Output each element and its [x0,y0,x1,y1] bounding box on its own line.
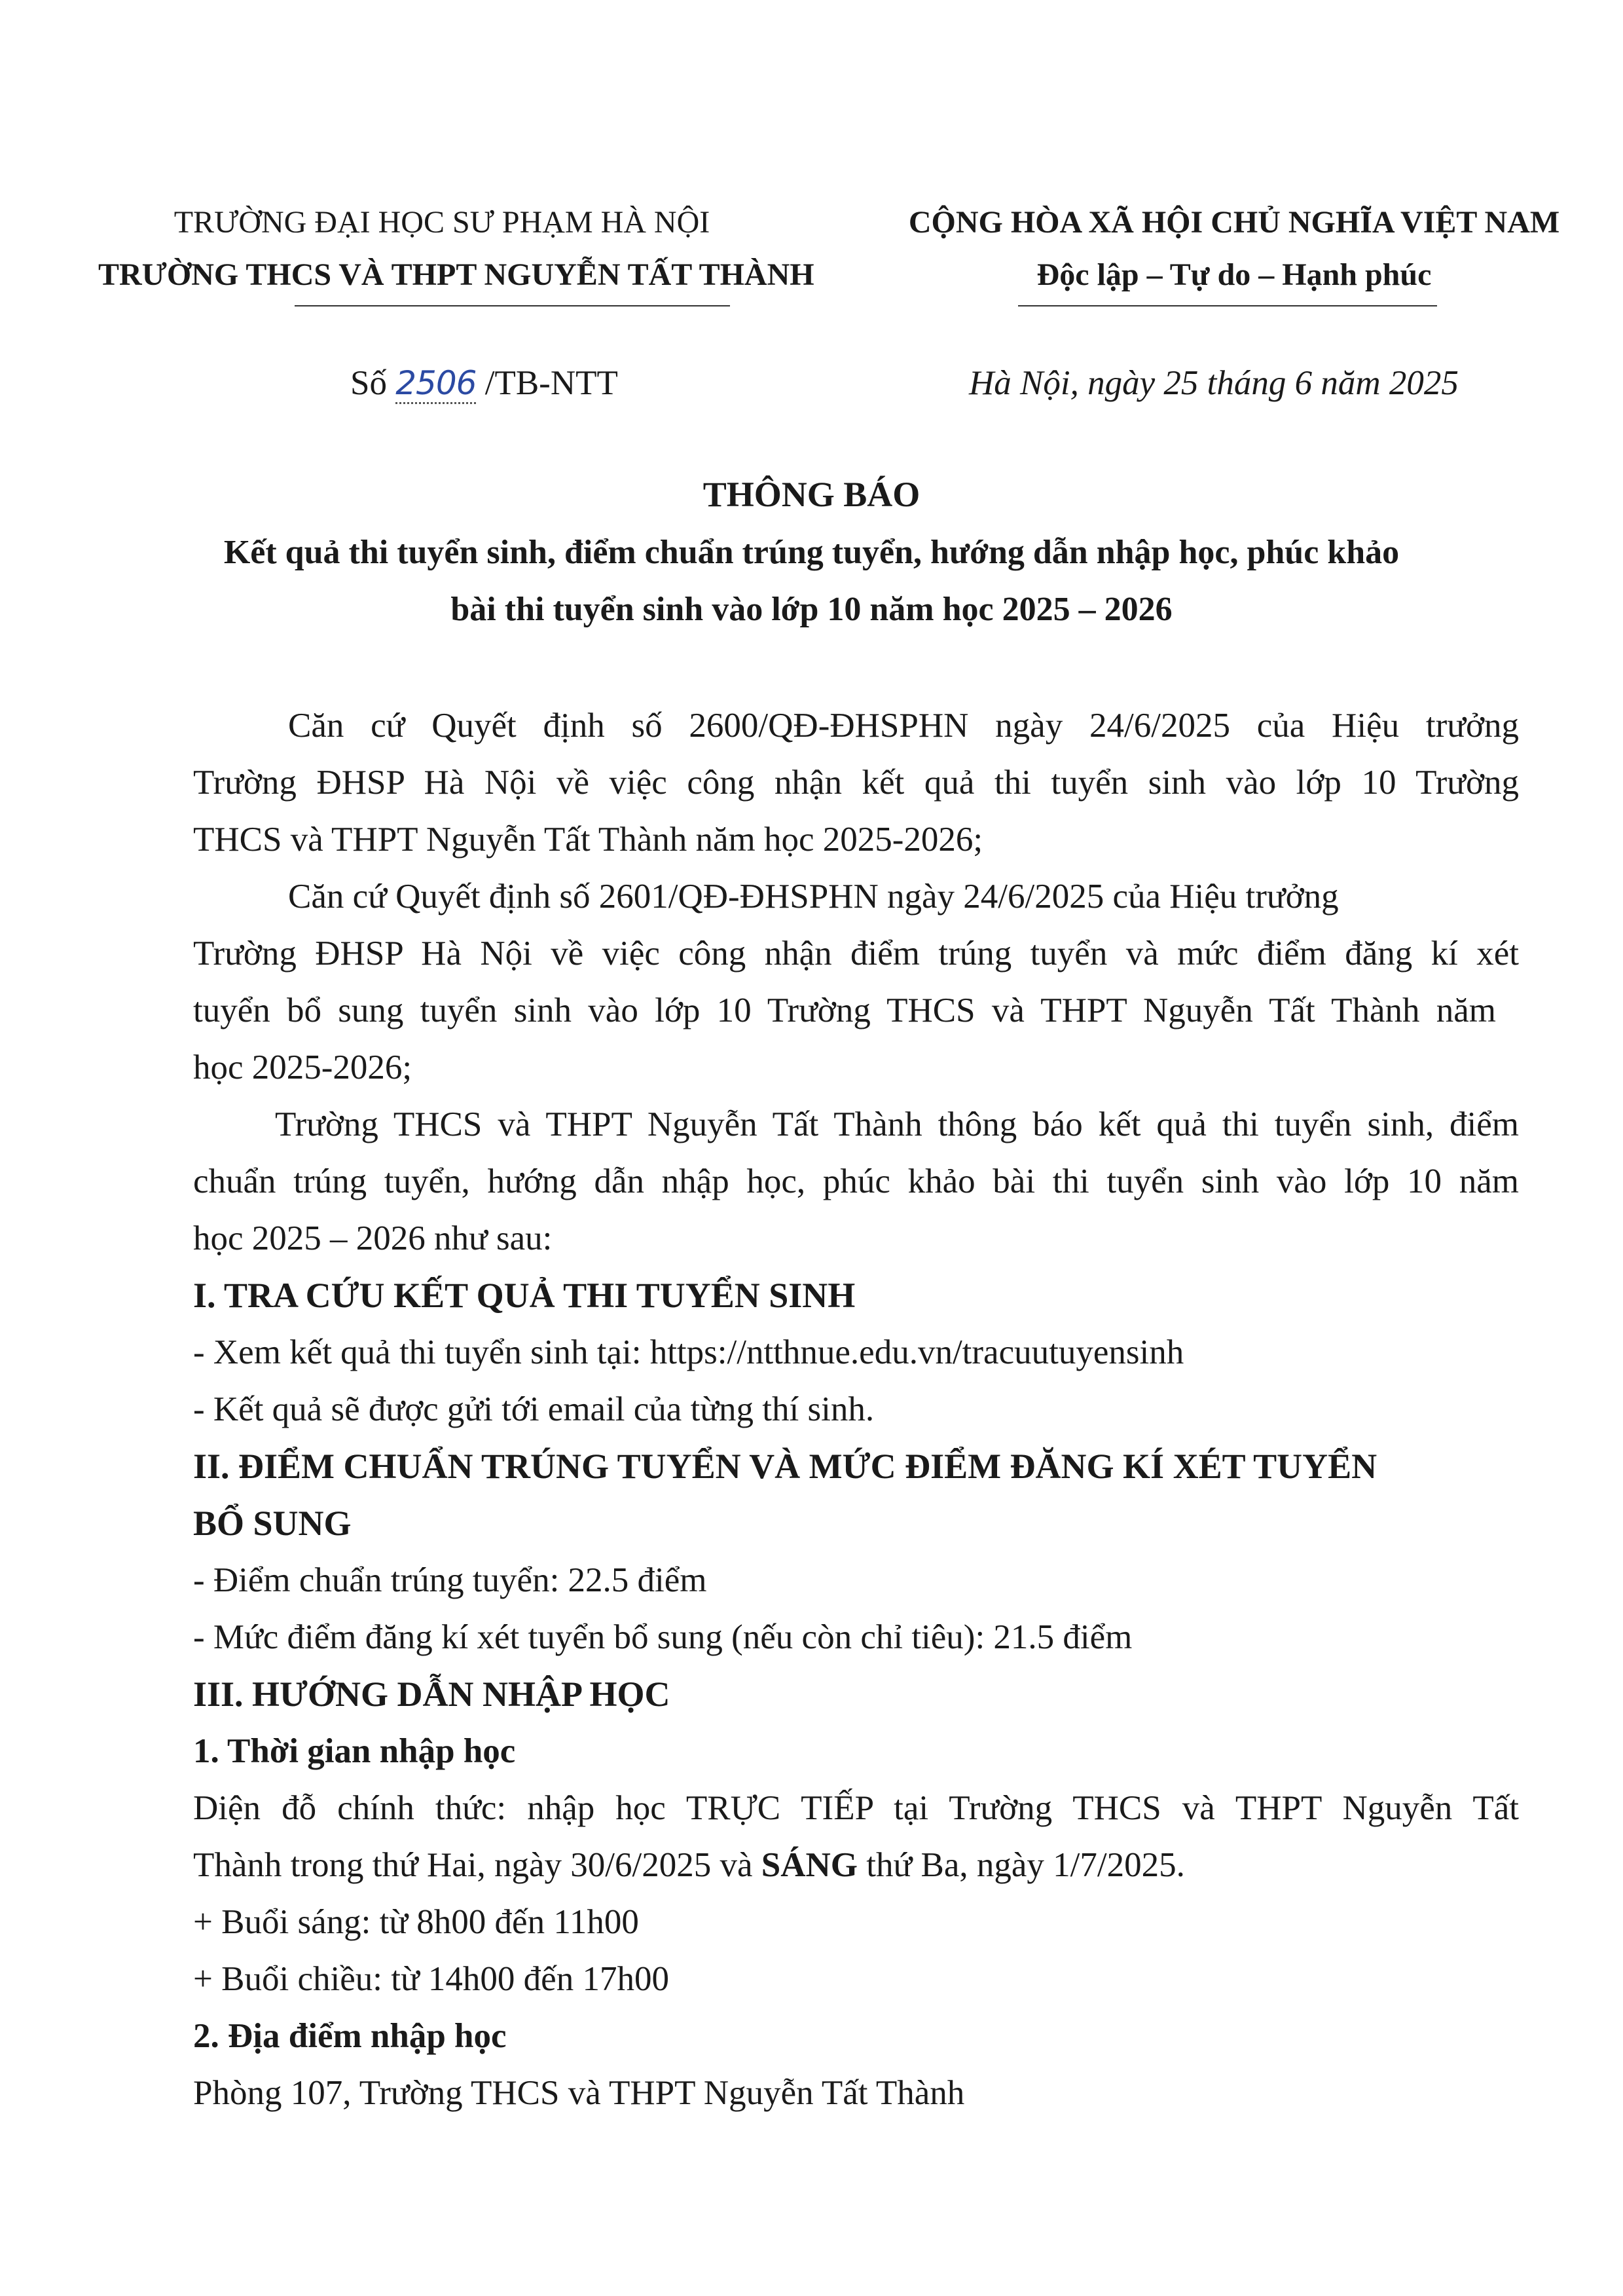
lookup-text: - Xem kết quả thi tuyển sinh tại: [193,1333,650,1371]
basis-2-line-3: tuyển bổ sung tuyển sinh vào lớp 10 Trường THCS và THPT Nguyễn Tất Thành năm [193,991,1496,1029]
enrollment-location-heading: 2. Địa điểm nhập học [193,2017,507,2055]
lookup-link[interactable]: https://ntthnue.edu.vn/tracuutuyensinh [649,1333,1184,1371]
afternoon-session: + Buổi chiều: từ 14h00 đến 17h00 [193,1960,669,1998]
header-left-rule [295,305,730,306]
subtitle-line-2: bài thi tuyển sinh vào lớp 10 năm học 2025 – 2026 [450,591,1173,628]
country-name: CỘNG HÒA XÃ HỘI CHỦ NGHĨA VIỆT NAM [908,205,1560,240]
subtitle-line-1: Kết quả thi tuyển sinh, điểm chuẩn trúng tuyển, hướng dẫn nhập học, phúc khảo [223,534,1400,571]
institution-block [98,196,814,301]
section-3-heading: III. HƯỚNG DẪN NHẬP HỌC [193,1675,670,1714]
header-right-rule [1018,305,1437,306]
section-2-heading-line-1: II. ĐIỂM CHUẨN TRÚNG TUYỂN VÀ MỨC ĐIỂM ĐĂNG KÍ XÉT TUYỂN [193,1447,1377,1486]
basis-2-line-1: Căn cứ Quyết định số 2601/QĐ-ĐHSPHN ngày 24/6/2025 của Hiệu trưởng [288,878,1339,916]
announce-line-2: chuẩn trúng tuyển, hướng dẫn nhập học, phúc khảo bài thi tuyển sinh vào lớp 10 năm [193,1162,1519,1200]
announce-line-1: Trường THCS và THPT Nguyễn Tất Thành thông báo kết quả thi tuyển sinh, điểm [275,1105,1519,1143]
enrollment-dates-emphasis: SÁNG [761,1846,858,1884]
document-title: THÔNG BÁO [702,475,921,514]
reference-number [350,354,618,413]
basis-1-line-1: Căn cứ Quyết định số 2600/QĐ-ĐHSPHN ngày 24/6/2025 của Hiệu trưởng [288,707,1519,745]
national-motto-block [877,196,1591,301]
enrollment-dates-a: Thành trong thứ Hai, ngày 30/6/2025 và [193,1846,761,1884]
document-subtitle [0,524,1623,638]
section-2-heading-line-2: BỔ SUNG [193,1504,352,1543]
basis-1-line-2: Trường ĐHSP Hà Nội về việc công nhận kết quả thi tuyển sinh vào lớp 10 Trường [193,764,1519,802]
supplementary-score: - Mức điểm đăng kí xét tuyển bổ sung (nếu còn chỉ tiêu): 21.5 điểm [193,1618,1133,1656]
basis-2-line-2: Trường ĐHSP Hà Nội về việc công nhận điểm trúng tuyển và mức điểm đăng kí xét [193,935,1519,972]
section-1-heading: I. TRA CỨU KẾT QUẢ THI TUYỂN SINH [193,1276,856,1315]
morning-session: + Buổi sáng: từ 8h00 đến 11h00 [193,1903,639,1941]
enrollment-dates-c: thứ Ba, ngày 1/7/2025. [858,1846,1185,1884]
enrollment-location: Phòng 107, Trường THCS và THPT Nguyễn Tất Thành [193,2074,965,2112]
ref-number-handwritten: 2506 [395,364,476,404]
school-name: TRƯỜNG THCS VÀ THPT NGUYỄN TẤT THÀNH [98,257,814,292]
place-date: Hà Nội, ngày 25 tháng 6 năm 2025 [969,364,1459,402]
ref-suffix: /TB-NTT [484,364,618,402]
university-name: TRƯỜNG ĐẠI HỌC SƯ PHẠM HÀ NỘI [173,205,710,240]
enrollment-time-heading: 1. Thời gian nhập học [193,1732,516,1770]
motto: Độc lập – Tự do – Hạnh phúc [1036,257,1432,292]
enrollment-time-line-2 [193,1837,1185,1894]
announce-line-3: học 2025 – 2026 như sau: [193,1219,553,1257]
basis-2-line-4: học 2025-2026; [193,1048,412,1086]
ref-prefix: Số [350,364,387,402]
section-1-item-1 [193,1324,1184,1381]
enrollment-time-line-1: Diện đỗ chính thức: nhập học TRỰC TIẾP tại Trường THCS và THPT Nguyễn Tất [193,1789,1519,1827]
benchmark-score: - Điểm chuẩn trúng tuyển: 22.5 điểm [193,1561,707,1599]
section-1-item-2: - Kết quả sẽ được gửi tới email của từng thí sinh. [193,1390,875,1428]
basis-1-line-3: THCS và THPT Nguyễn Tất Thành năm học 2025-2026; [193,821,983,859]
